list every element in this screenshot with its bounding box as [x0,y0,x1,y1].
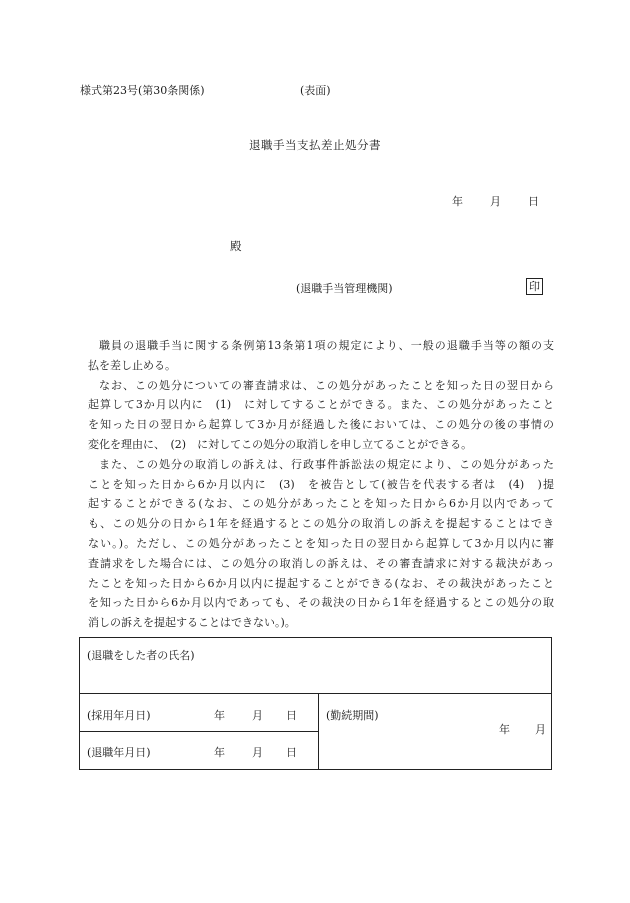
form-number: 様式第23号(第30条関係) [80,84,205,97]
document-title: 退職手当支払差止処分書 [249,138,381,152]
seal-mark: 印 [526,278,543,295]
service-period-ym [499,721,546,737]
body-line: を知った日の翌日から起算して3か月が経過した後においては、この処分の後の事情の [88,418,554,432]
retirement-date-cell [80,732,319,769]
issue-date-line [452,193,539,209]
hire-month: 月 [252,709,263,722]
body-line: 査請求をした場合には、この処分の取消しの訴えは、その審査請求に対する裁決があっ [88,556,554,570]
service-years: 年 [499,723,510,736]
body-line: 起算して3か月以内に (1) に対してすることができる。また、この処分があったこと [88,398,554,412]
date-day: 日 [528,195,539,208]
retire-day: 日 [286,746,297,759]
hire-date-ymd [214,707,297,723]
retirement-date-label: (退職年月日) [87,746,151,759]
body-line: 職員の退職手当に関する条例第13条第1項の規定により、一般の退職手当等の額の支 [99,339,554,352]
body-line: たことを知った日から6か月以内に提起することができる(なお、その裁決があったこと [88,576,554,590]
retiree-info-table [79,637,552,770]
date-month: 月 [490,195,501,208]
retiree-name-cell [80,638,551,694]
service-months: 月 [535,723,546,736]
body-text [88,336,554,633]
body-line: 消しの訴えを提起することはできない。)。 [88,616,296,630]
body-line: 変化を理由に、 (2) に対してこの処分の取消しを申し立てることができる。 [88,437,473,451]
body-line: ことを知った日から6か月以内に (3) を被告として(被告を代表する者は (4) )提 [88,477,554,491]
service-period-cell [319,694,551,769]
addressee-honorific: 殿 [230,239,242,253]
issuing-authority: (退職手当管理機関) [296,282,393,295]
body-line: 払を差し止める。 [88,358,176,372]
body-line: なお、この処分についての審査請求は、この処分があったことを知った日の翌日から [99,378,554,392]
retire-month: 月 [252,746,263,759]
hire-day: 日 [286,709,297,722]
service-period-label: (勤続期間) [326,709,379,722]
hire-date-cell [80,694,319,732]
body-line: 起することができる(なお、この処分があったことを知った日から6か月以内であって [88,497,554,511]
body-line: を知った日から6か月以内であっても、その裁決の日から1年を経過するとこの処分の取 [88,596,554,610]
retiree-name-label: (退職をした者の氏名) [87,649,195,662]
body-line: も、この処分の日から1年を経過するとこの処分の取消しの訴えを提起することはでき [88,517,554,531]
date-year: 年 [452,195,463,208]
retire-year: 年 [214,746,225,759]
hire-year: 年 [214,709,225,722]
retirement-date-ymd [214,744,297,760]
body-line: ない。)。ただし、この処分があったことを知った日の翌日から起算して3か月以内に審 [88,536,554,550]
body-line: また、この処分の取消しの訴えは、行政事件訴訟法の規定により、この処分があった [99,457,554,471]
side-label: (表面) [300,84,331,97]
hire-date-label: (採用年月日) [87,709,151,722]
